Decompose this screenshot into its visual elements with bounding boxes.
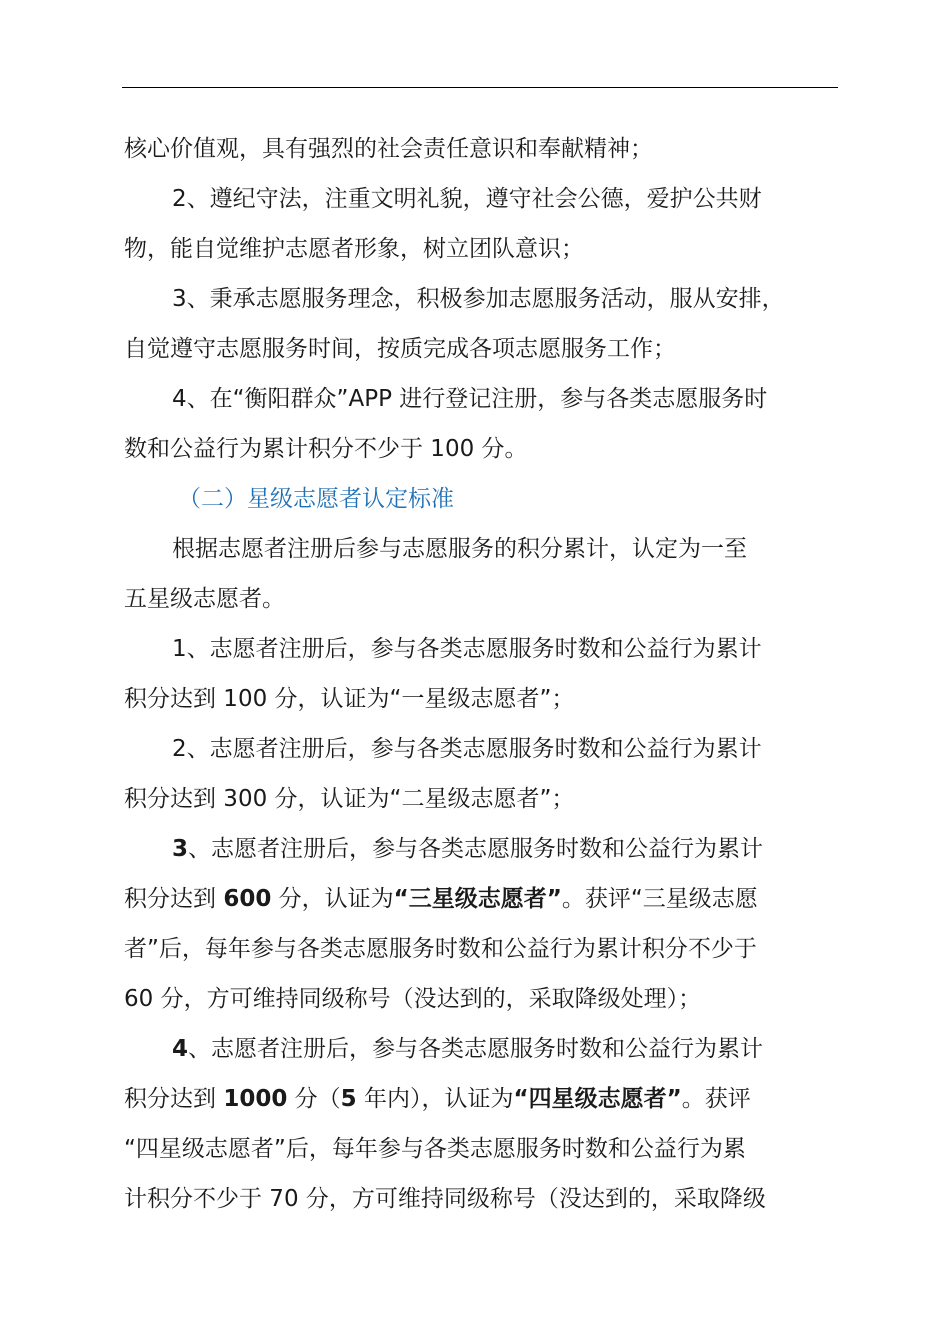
text-run: 、志愿者注册后，参与各类志愿服务时数和公益行为累计 bbox=[188, 1036, 764, 1062]
bold-run: “四星级志愿者” bbox=[513, 1086, 682, 1112]
text-run: 积分达到 bbox=[124, 1086, 224, 1112]
text-run: 。获评“三星级志愿 bbox=[561, 886, 758, 912]
text-line: 自觉遵守志愿服务时间，按质完成各项志愿服务工作； bbox=[124, 336, 676, 362]
text-line: 者”后，每年参与各类志愿服务时数和公益行为累计积分不少于 bbox=[124, 936, 757, 962]
text-line: 物，能自觉维护志愿者形象，树立团队意识； bbox=[124, 236, 584, 262]
text-line: 五星级志愿者。 bbox=[124, 586, 285, 612]
text-line: 60 分，方可维持同级称号（没达到的，采取降级处理）； bbox=[124, 986, 702, 1012]
bold-run: 5 bbox=[340, 1086, 357, 1112]
section-heading: （二）星级志愿者认定标准 bbox=[178, 486, 454, 512]
text-line: 3、秉承志愿服务理念，积极参加志愿服务活动，服从安排， bbox=[172, 286, 785, 312]
text-line: 核心价值观，具有强烈的社会责任意识和奉献精神； bbox=[124, 136, 653, 162]
text-line: 2、志愿者注册后，参与各类志愿服务时数和公益行为累计 bbox=[172, 736, 762, 762]
bold-run: “三星级志愿者” bbox=[393, 886, 562, 912]
text-run: 年内），认证为 bbox=[356, 1086, 514, 1112]
text-line: 积分达到 300 分，认证为“二星级志愿者”； bbox=[124, 786, 575, 812]
text-line: 计积分不少于 70 分，方可维持同级称号（没达到的，采取降级 bbox=[124, 1186, 766, 1212]
text-line: 2、遵纪守法，注重文明礼貌，遵守社会公德，爱护公共财 bbox=[172, 186, 762, 212]
text-run: 分，认证为 bbox=[271, 886, 394, 912]
bold-run: 600 bbox=[223, 886, 272, 912]
header-rule bbox=[122, 87, 838, 88]
item-number: 3 bbox=[172, 836, 189, 862]
text-line bbox=[172, 834, 763, 864]
text-run: 积分达到 bbox=[124, 886, 224, 912]
text-run: 分（ bbox=[287, 1086, 341, 1112]
text-run: 、志愿者注册后，参与各类志愿服务时数和公益行为累计 bbox=[188, 836, 764, 862]
text-run: 。获评 bbox=[681, 1086, 751, 1112]
text-line: “四星级志愿者”后，每年参与各类志愿服务时数和公益行为累 bbox=[124, 1136, 746, 1162]
text-line: 4、在“衡阳群众”APP 进行登记注册，参与各类志愿服务时 bbox=[172, 386, 768, 412]
bold-run: 1000 bbox=[223, 1086, 288, 1112]
item-number: 4 bbox=[172, 1036, 189, 1062]
text-line bbox=[172, 1034, 763, 1064]
text-line: 数和公益行为累计积分不少于 100 分。 bbox=[124, 436, 528, 462]
text-line: 积分达到 100 分，认证为“一星级志愿者”； bbox=[124, 686, 575, 712]
text-line bbox=[124, 884, 758, 914]
text-line bbox=[124, 1084, 751, 1114]
text-line: 1、志愿者注册后，参与各类志愿服务时数和公益行为累计 bbox=[172, 636, 762, 662]
text-line: 根据志愿者注册后参与志愿服务的积分累计，认定为一至 bbox=[172, 536, 747, 562]
